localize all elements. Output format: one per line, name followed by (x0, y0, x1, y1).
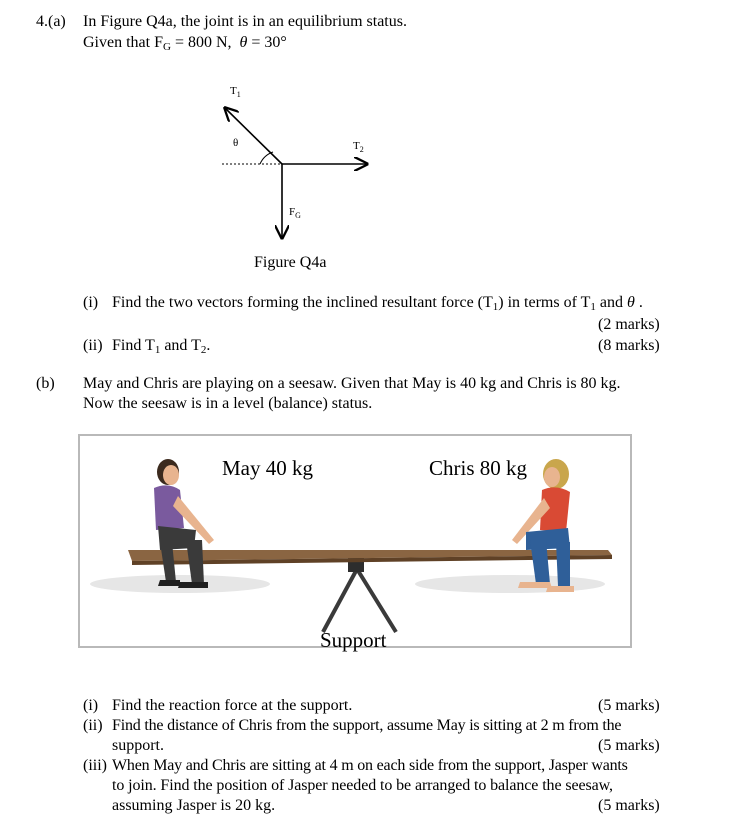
q4b-part-ii-line-2: support. (112, 737, 164, 754)
chris-shadow (415, 575, 605, 593)
fg-label: $F_G$ (289, 206, 301, 220)
q4b-part-ii-line-1: Find the distance of Chris from the support, assume May is sitting at 2 m from the (112, 717, 622, 734)
q4a-part-ii-number: (ii) (83, 337, 103, 354)
t1-label: $T_1$ (230, 85, 241, 99)
q4a-part-i-marks: (2 marks) (598, 316, 660, 333)
may-figure (154, 459, 214, 588)
may-weight-label: May 40 kg (222, 456, 313, 480)
seesaw-illustration (80, 436, 630, 646)
q4a-part-ii-text: Find $T_1$ and $T_2$. (112, 337, 211, 356)
seesaw-figure (78, 434, 632, 652)
figure-q4a-caption: Figure Q4a (254, 254, 327, 271)
given-theta-symbol: θ (239, 34, 248, 51)
chris-weight-label: Chris 80 kg (429, 456, 528, 480)
q4b-part-i-text: Find the reaction force at the support. (112, 697, 353, 714)
q4a-part-i-text: Find the two vectors forming the inclined resultant force $(T_1)$ in terms of $T_1$ and θ . (112, 294, 643, 313)
q4a-given (83, 33, 287, 57)
q4b-statement-line-2: Now the seesaw is in a level (balance) status. (83, 395, 373, 412)
support-label: Support (320, 628, 387, 652)
given-prefix: Given that F (83, 34, 163, 51)
t2-label: $T_2$ (353, 140, 364, 154)
q4b-part-iii-line-1: When May and Chris are sitting at 4 m on each side from the support, Jasper wants (112, 757, 628, 774)
theta-label: θ (233, 137, 239, 149)
seesaw-support (323, 569, 396, 632)
question-number: 4.(a) (36, 13, 66, 30)
t1-vector-arrow (225, 108, 282, 164)
q4b-part-ii-number: (ii) (83, 717, 103, 734)
q4b-part-iii-number: (iii) (83, 757, 107, 774)
given-subscript: G (163, 41, 171, 53)
q4a-statement: In Figure Q4a, the joint is in an equilibrium status. (83, 13, 407, 30)
given-angle: = 30° (247, 34, 287, 51)
q4b-part-i-number: (i) (83, 697, 99, 714)
figure-q4a-diagram (200, 78, 400, 244)
q4b-label: (b) (36, 375, 55, 392)
q4b-statement-line-1: May and Chris are playing on a seesaw. Given that May is 40 kg and Chris is 80 kg. (83, 375, 621, 392)
q4a-part-ii-marks: (8 marks) (598, 337, 660, 354)
q4b-part-ii-marks: (5 marks) (598, 737, 660, 754)
q4b-part-iii-line-2: to join. Find the position of Jasper needed to be arranged to balance the seesaw, (112, 777, 613, 794)
q4a-part-i-number: (i) (83, 294, 99, 311)
q4b-part-iii-marks: (5 marks) (598, 797, 660, 814)
q4b-part-i-marks: (5 marks) (598, 697, 660, 714)
q4b-part-iii-line-3: assuming Jasper is 20 kg. (112, 797, 276, 814)
given-force: = 800 N, (170, 34, 232, 51)
